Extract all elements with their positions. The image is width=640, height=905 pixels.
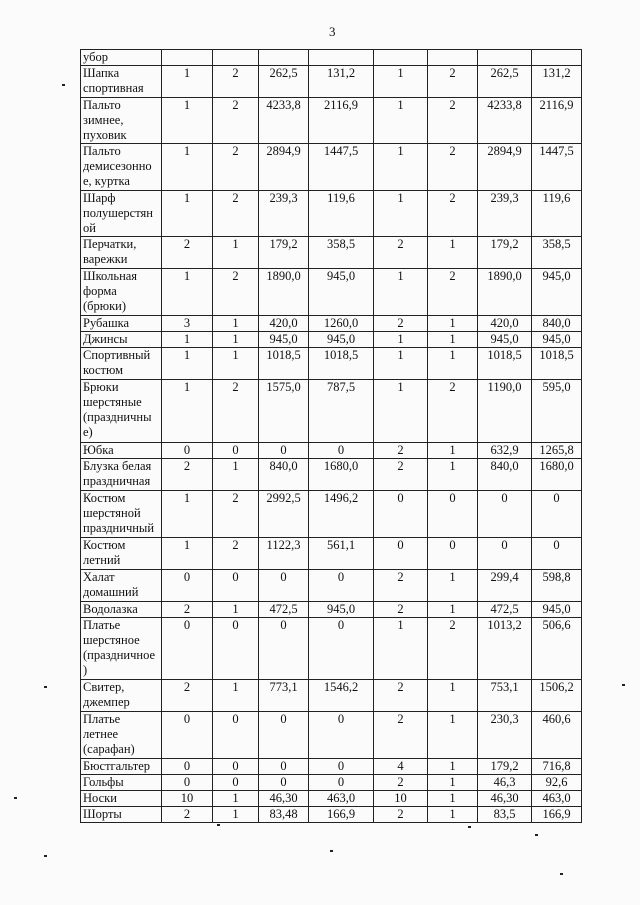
value-cell: 299,4 bbox=[478, 570, 532, 602]
value-cell: 4233,8 bbox=[259, 98, 309, 144]
scan-speck bbox=[535, 834, 538, 836]
value-cell bbox=[162, 50, 213, 66]
value-cell: 1018,5 bbox=[478, 348, 532, 380]
item-name-cell: Рубашка bbox=[81, 316, 162, 332]
value-cell: 1 bbox=[162, 348, 213, 380]
value-cell: 0 bbox=[478, 491, 532, 538]
value-cell: 2894,9 bbox=[259, 144, 309, 191]
table-row bbox=[81, 50, 582, 66]
value-cell: 4 bbox=[374, 759, 428, 775]
value-cell: 1496,2 bbox=[309, 491, 374, 538]
value-cell: 1 bbox=[162, 332, 213, 348]
value-cell: 0 bbox=[213, 775, 259, 791]
value-cell: 1 bbox=[213, 348, 259, 380]
value-cell: 0 bbox=[374, 491, 428, 538]
value-cell: 0 bbox=[162, 570, 213, 602]
item-name-cell: Юбка bbox=[81, 443, 162, 459]
table-row bbox=[81, 332, 582, 348]
value-cell: 0 bbox=[259, 759, 309, 775]
value-cell: 166,9 bbox=[532, 807, 582, 823]
value-cell: 1 bbox=[428, 602, 478, 618]
value-cell: 420,0 bbox=[478, 316, 532, 332]
value-cell: 1018,5 bbox=[532, 348, 582, 380]
value-cell: 2 bbox=[428, 98, 478, 144]
value-cell: 2 bbox=[374, 680, 428, 712]
item-name-cell: Брюки шерстяные (праздничны е) bbox=[81, 380, 162, 443]
value-cell: 460,6 bbox=[532, 712, 582, 759]
item-name-cell: Шарф полушерстян ой bbox=[81, 191, 162, 237]
table-row bbox=[81, 66, 582, 98]
value-cell: 0 bbox=[532, 538, 582, 570]
table-row bbox=[81, 316, 582, 332]
value-cell: 787,5 bbox=[309, 380, 374, 443]
value-cell: 179,2 bbox=[478, 237, 532, 269]
value-cell: 0 bbox=[309, 712, 374, 759]
value-cell: 945,0 bbox=[478, 332, 532, 348]
value-cell: 1447,5 bbox=[309, 144, 374, 191]
value-cell bbox=[309, 50, 374, 66]
value-cell: 1447,5 bbox=[532, 144, 582, 191]
value-cell: 179,2 bbox=[259, 237, 309, 269]
value-cell: 598,8 bbox=[532, 570, 582, 602]
value-cell: 2 bbox=[213, 98, 259, 144]
value-cell: 0 bbox=[213, 570, 259, 602]
value-cell: 1 bbox=[374, 191, 428, 237]
table-row bbox=[81, 759, 582, 775]
value-cell: 10 bbox=[162, 791, 213, 807]
value-cell: 0 bbox=[213, 759, 259, 775]
value-cell: 10 bbox=[374, 791, 428, 807]
value-cell: 166,9 bbox=[309, 807, 374, 823]
value-cell: 2 bbox=[374, 807, 428, 823]
value-cell: 0 bbox=[309, 618, 374, 680]
value-cell: 2 bbox=[162, 680, 213, 712]
value-cell: 2 bbox=[428, 144, 478, 191]
value-cell: 1680,0 bbox=[532, 459, 582, 491]
value-cell: 2 bbox=[213, 538, 259, 570]
value-cell: 0 bbox=[428, 538, 478, 570]
item-name-cell: Платье шерстяное (праздничное ) bbox=[81, 618, 162, 680]
item-name-cell: Свитер, джемпер bbox=[81, 680, 162, 712]
value-cell: 1 bbox=[428, 443, 478, 459]
value-cell: 0 bbox=[259, 712, 309, 759]
value-cell: 1 bbox=[428, 759, 478, 775]
value-cell: 0 bbox=[309, 775, 374, 791]
item-name-cell: Шорты bbox=[81, 807, 162, 823]
scan-speck bbox=[217, 824, 220, 826]
table-row bbox=[81, 144, 582, 191]
value-cell: 0 bbox=[309, 570, 374, 602]
value-cell: 1 bbox=[213, 791, 259, 807]
page-number: 3 bbox=[329, 24, 336, 39]
value-cell: 3 bbox=[162, 316, 213, 332]
table-row bbox=[81, 98, 582, 144]
value-cell: 1 bbox=[213, 807, 259, 823]
value-cell: 2 bbox=[213, 191, 259, 237]
value-cell: 2 bbox=[428, 618, 478, 680]
item-name-cell: Спортивный костюм bbox=[81, 348, 162, 380]
value-cell: 0 bbox=[213, 712, 259, 759]
value-cell: 1 bbox=[213, 237, 259, 269]
value-cell: 0 bbox=[213, 618, 259, 680]
value-cell: 2 bbox=[213, 380, 259, 443]
value-cell: 2 bbox=[374, 459, 428, 491]
value-cell: 2894,9 bbox=[478, 144, 532, 191]
table-row bbox=[81, 570, 582, 602]
value-cell: 2 bbox=[374, 237, 428, 269]
table-row bbox=[81, 602, 582, 618]
value-cell: 46,30 bbox=[478, 791, 532, 807]
value-cell: 1 bbox=[162, 538, 213, 570]
item-name-cell: Бюстгальтер bbox=[81, 759, 162, 775]
value-cell: 1 bbox=[162, 98, 213, 144]
value-cell: 262,5 bbox=[259, 66, 309, 98]
value-cell: 1018,5 bbox=[259, 348, 309, 380]
scan-speck bbox=[330, 850, 333, 852]
item-name-cell: Пальто демисезонно е, куртка bbox=[81, 144, 162, 191]
value-cell: 1 bbox=[428, 348, 478, 380]
value-cell: 2 bbox=[374, 712, 428, 759]
value-cell: 2 bbox=[162, 807, 213, 823]
value-cell: 1 bbox=[428, 807, 478, 823]
scan-speck bbox=[468, 826, 471, 828]
value-cell: 2 bbox=[213, 66, 259, 98]
value-cell: 1 bbox=[162, 144, 213, 191]
value-cell: 1 bbox=[374, 332, 428, 348]
value-cell: 0 bbox=[213, 443, 259, 459]
value-cell: 1 bbox=[162, 66, 213, 98]
value-cell: 463,0 bbox=[309, 791, 374, 807]
value-cell: 179,2 bbox=[478, 759, 532, 775]
value-cell: 1 bbox=[428, 459, 478, 491]
value-cell: 262,5 bbox=[478, 66, 532, 98]
value-cell: 2 bbox=[374, 570, 428, 602]
value-cell: 1 bbox=[374, 380, 428, 443]
table-row bbox=[81, 775, 582, 791]
value-cell: 0 bbox=[478, 538, 532, 570]
value-cell: 472,5 bbox=[478, 602, 532, 618]
value-cell: 83,48 bbox=[259, 807, 309, 823]
value-cell: 1 bbox=[374, 66, 428, 98]
value-cell: 2 bbox=[374, 443, 428, 459]
value-cell: 1506,2 bbox=[532, 680, 582, 712]
scan-speck bbox=[622, 684, 625, 686]
value-cell: 1 bbox=[213, 459, 259, 491]
table-row bbox=[81, 443, 582, 459]
value-cell: 230,3 bbox=[478, 712, 532, 759]
value-cell bbox=[374, 50, 428, 66]
value-cell: 0 bbox=[162, 443, 213, 459]
value-cell: 4233,8 bbox=[478, 98, 532, 144]
value-cell: 1 bbox=[162, 491, 213, 538]
value-cell: 1 bbox=[428, 237, 478, 269]
value-cell: 2116,9 bbox=[309, 98, 374, 144]
value-cell: 1 bbox=[162, 191, 213, 237]
value-cell: 945,0 bbox=[309, 602, 374, 618]
value-cell: 2 bbox=[374, 316, 428, 332]
value-cell: 0 bbox=[162, 618, 213, 680]
value-cell: 945,0 bbox=[309, 332, 374, 348]
table-row bbox=[81, 618, 582, 680]
value-cell bbox=[478, 50, 532, 66]
value-cell: 0 bbox=[162, 775, 213, 791]
value-cell: 119,6 bbox=[309, 191, 374, 237]
value-cell: 1265,8 bbox=[532, 443, 582, 459]
value-cell: 239,3 bbox=[478, 191, 532, 237]
item-name-cell: Костюм летний bbox=[81, 538, 162, 570]
table-row bbox=[81, 712, 582, 759]
value-cell: 1 bbox=[162, 269, 213, 316]
value-cell: 1 bbox=[213, 602, 259, 618]
scan-speck bbox=[44, 686, 47, 688]
value-cell: 2 bbox=[213, 269, 259, 316]
item-name-cell: Водолазка bbox=[81, 602, 162, 618]
table-row bbox=[81, 680, 582, 712]
value-cell: 2 bbox=[374, 775, 428, 791]
value-cell: 131,2 bbox=[532, 66, 582, 98]
value-cell: 2 bbox=[213, 491, 259, 538]
value-cell bbox=[428, 50, 478, 66]
table-row bbox=[81, 191, 582, 237]
value-cell: 945,0 bbox=[309, 269, 374, 316]
value-cell: 1546,2 bbox=[309, 680, 374, 712]
value-cell: 2 bbox=[428, 66, 478, 98]
value-cell: 2 bbox=[428, 191, 478, 237]
table-row bbox=[81, 791, 582, 807]
value-cell: 0 bbox=[532, 491, 582, 538]
value-cell: 0 bbox=[259, 443, 309, 459]
value-cell bbox=[213, 50, 259, 66]
value-cell: 420,0 bbox=[259, 316, 309, 332]
value-cell: 1018,5 bbox=[309, 348, 374, 380]
value-cell: 840,0 bbox=[532, 316, 582, 332]
value-cell: 92,6 bbox=[532, 775, 582, 791]
table-row bbox=[81, 491, 582, 538]
table-row bbox=[81, 538, 582, 570]
value-cell: 2116,9 bbox=[532, 98, 582, 144]
item-name-cell: Блузка белая праздничная bbox=[81, 459, 162, 491]
table-row bbox=[81, 380, 582, 443]
scan-speck bbox=[44, 855, 47, 857]
value-cell: 2 bbox=[374, 602, 428, 618]
value-cell: 2 bbox=[428, 380, 478, 443]
value-cell: 1575,0 bbox=[259, 380, 309, 443]
value-cell: 83,5 bbox=[478, 807, 532, 823]
table-row bbox=[81, 237, 582, 269]
value-cell: 1122,3 bbox=[259, 538, 309, 570]
value-cell: 1 bbox=[374, 144, 428, 191]
value-cell: 2 bbox=[162, 237, 213, 269]
value-cell: 716,8 bbox=[532, 759, 582, 775]
item-name-cell: Пальто зимнее, пуховик bbox=[81, 98, 162, 144]
value-cell: 1190,0 bbox=[478, 380, 532, 443]
value-cell: 0 bbox=[259, 618, 309, 680]
value-cell: 463,0 bbox=[532, 791, 582, 807]
value-cell: 0 bbox=[162, 759, 213, 775]
table-row bbox=[81, 459, 582, 491]
item-name-cell: Перчатки, варежки bbox=[81, 237, 162, 269]
table-row bbox=[81, 269, 582, 316]
item-name-cell: Школьная форма (брюки) bbox=[81, 269, 162, 316]
value-cell bbox=[532, 50, 582, 66]
value-cell: 0 bbox=[428, 491, 478, 538]
value-cell: 773,1 bbox=[259, 680, 309, 712]
value-cell: 595,0 bbox=[532, 380, 582, 443]
value-cell: 1 bbox=[428, 791, 478, 807]
value-cell: 1 bbox=[428, 680, 478, 712]
value-cell: 119,6 bbox=[532, 191, 582, 237]
value-cell: 46,30 bbox=[259, 791, 309, 807]
value-cell: 0 bbox=[259, 775, 309, 791]
value-cell: 945,0 bbox=[532, 602, 582, 618]
value-cell: 945,0 bbox=[259, 332, 309, 348]
value-cell: 1 bbox=[213, 332, 259, 348]
value-cell: 1013,2 bbox=[478, 618, 532, 680]
value-cell: 753,1 bbox=[478, 680, 532, 712]
value-cell: 1 bbox=[428, 316, 478, 332]
value-cell: 472,5 bbox=[259, 602, 309, 618]
item-name-cell: Шапка спортивная bbox=[81, 66, 162, 98]
value-cell: 358,5 bbox=[309, 237, 374, 269]
value-cell: 239,3 bbox=[259, 191, 309, 237]
scan-speck bbox=[560, 873, 563, 875]
value-cell: 945,0 bbox=[532, 332, 582, 348]
value-cell: 1 bbox=[428, 332, 478, 348]
value-cell: 1 bbox=[428, 570, 478, 602]
clothing-cost-table bbox=[80, 49, 582, 823]
value-cell: 945,0 bbox=[532, 269, 582, 316]
value-cell: 1 bbox=[374, 348, 428, 380]
value-cell: 131,2 bbox=[309, 66, 374, 98]
value-cell: 1 bbox=[428, 775, 478, 791]
value-cell: 632,9 bbox=[478, 443, 532, 459]
value-cell: 1 bbox=[162, 380, 213, 443]
value-cell: 46,3 bbox=[478, 775, 532, 791]
value-cell: 840,0 bbox=[259, 459, 309, 491]
value-cell: 1890,0 bbox=[259, 269, 309, 316]
item-name-cell: Костюм шерстяной праздничный bbox=[81, 491, 162, 538]
value-cell: 1890,0 bbox=[478, 269, 532, 316]
value-cell: 1 bbox=[213, 316, 259, 332]
value-cell: 1260,0 bbox=[309, 316, 374, 332]
value-cell: 2 bbox=[162, 602, 213, 618]
scan-speck bbox=[62, 84, 65, 86]
value-cell bbox=[259, 50, 309, 66]
value-cell: 2 bbox=[428, 269, 478, 316]
item-name-cell: Носки bbox=[81, 791, 162, 807]
table-row bbox=[81, 348, 582, 380]
value-cell: 561,1 bbox=[309, 538, 374, 570]
value-cell: 840,0 bbox=[478, 459, 532, 491]
value-cell: 506,6 bbox=[532, 618, 582, 680]
value-cell: 0 bbox=[162, 712, 213, 759]
item-name-cell: убор bbox=[81, 50, 162, 66]
item-name-cell: Платье летнее (сарафан) bbox=[81, 712, 162, 759]
value-cell: 2 bbox=[213, 144, 259, 191]
item-name-cell: Джинсы bbox=[81, 332, 162, 348]
value-cell: 0 bbox=[309, 759, 374, 775]
value-cell: 1 bbox=[374, 269, 428, 316]
value-cell: 1 bbox=[428, 712, 478, 759]
table-row bbox=[81, 807, 582, 823]
value-cell: 1 bbox=[374, 618, 428, 680]
value-cell: 1 bbox=[213, 680, 259, 712]
value-cell: 0 bbox=[374, 538, 428, 570]
item-name-cell: Халат домашний bbox=[81, 570, 162, 602]
value-cell: 358,5 bbox=[532, 237, 582, 269]
value-cell: 0 bbox=[259, 570, 309, 602]
value-cell: 1 bbox=[374, 98, 428, 144]
value-cell: 2 bbox=[162, 459, 213, 491]
value-cell: 0 bbox=[309, 443, 374, 459]
scan-speck bbox=[14, 797, 17, 799]
value-cell: 2992,5 bbox=[259, 491, 309, 538]
item-name-cell: Гольфы bbox=[81, 775, 162, 791]
value-cell: 1680,0 bbox=[309, 459, 374, 491]
